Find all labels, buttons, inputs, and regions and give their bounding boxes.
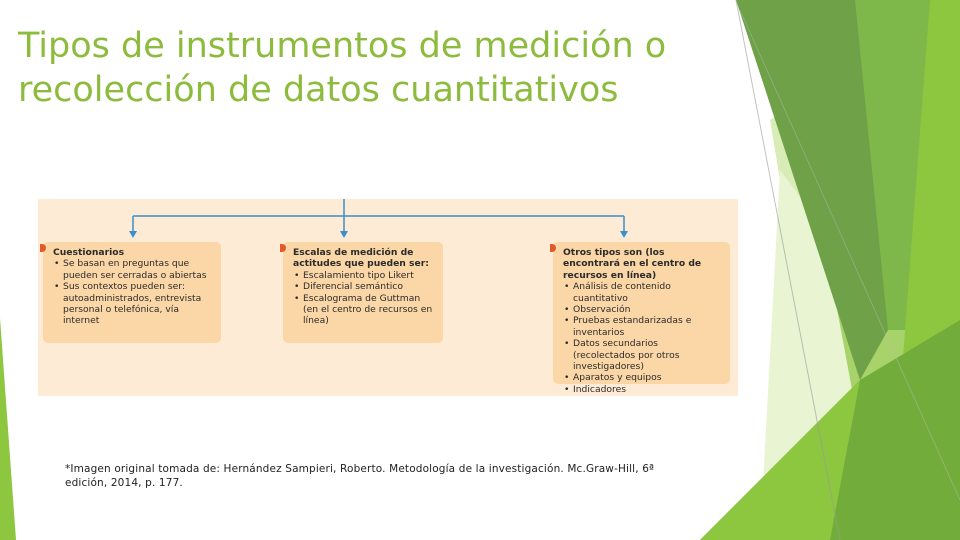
caption-line-1: *Imagen original tomada de: Hernández Sampieri, Roberto. Metodología de la investigación. Mc.Graw-Hill, 6ª [65,463,655,475]
box-list [53,258,214,326]
list-item: • Datos secundarios (recolectados por otros investigadores) [563,338,723,372]
box-heading: Escalas de medición de actitudes que pueden ser: [293,247,429,270]
box-heading: Otros tipos son (los encontrará en el centro de recursos en línea) [563,247,702,281]
list-item: • Diferencial semántico [293,281,436,292]
list-item: • Análisis de contenido cuantitativo [563,281,723,304]
list-item: • Indicadores [563,384,723,395]
arrowhead-2 [340,231,348,238]
box-marker [280,244,286,252]
box-marker [550,244,556,252]
arrowhead-3 [620,231,628,238]
list-item: • Aparatos y equipos [563,372,723,383]
title-line-1: Tipos de instrumentos de medición o [18,26,667,66]
arrowhead-1 [129,231,137,238]
box-heading: Cuestionarios [53,247,125,258]
list-item: • Sus contextos pueden ser: autoadministrados, entrevista personal o telefónica, vía internet [53,281,214,327]
box-cuestionarios [43,242,221,343]
list-item: • Observación [563,304,723,315]
box-escalas [283,242,443,343]
list-item: • Escalamiento tipo Likert [293,270,436,281]
box-marker [40,244,46,252]
left-green-shape [0,318,16,540]
box-list [563,281,723,395]
page-title [18,24,758,112]
list-item: • Pruebas estandarizadas e inventarios [563,315,723,338]
caption-line-2: edición, 2014, p. 177. [65,477,183,489]
box-otros-tipos [553,242,730,395]
instrument-diagram [38,199,738,396]
title-line-2: recolección de datos cuantitativos [18,70,619,110]
list-item: • Escalograma de Guttman (en el centro de recursos en línea) [293,293,436,327]
box-list [293,270,436,327]
image-source-caption [65,462,685,490]
list-item: • Se basan en preguntas que pueden ser cerradas o abiertas [53,258,214,281]
